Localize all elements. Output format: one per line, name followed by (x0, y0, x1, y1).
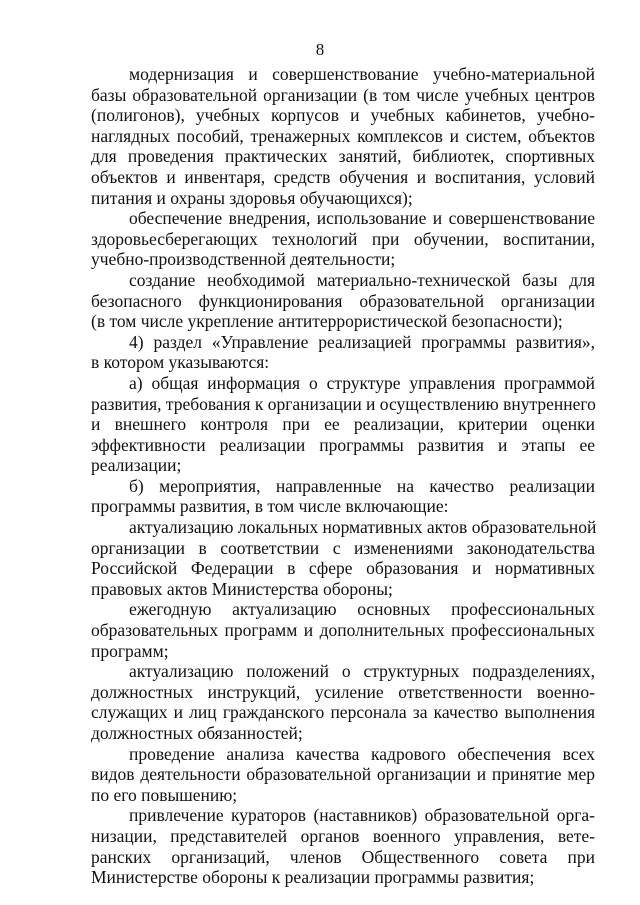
text-line: создание необходимой материально-технической базы для (129, 269, 595, 290)
paragraph (91, 332, 595, 373)
paragraph (91, 599, 595, 661)
text-line: правовых актов Министерства обороны; (91, 578, 393, 599)
text-line: ежегодную актуализацию основных профессиональных (129, 599, 595, 620)
text-line: и внешнего контроля при ее реализации, критерии оценки (91, 414, 595, 435)
text-line: видов деятельности образовательной организации и принятие мер (91, 764, 595, 785)
paragraph (91, 270, 595, 332)
paragraph (91, 64, 595, 208)
text-line: модернизация и совершенствование учебно-материальной (129, 64, 595, 84)
text-line: а) общая информация о структуре управления программой (129, 372, 595, 393)
paragraph (91, 208, 595, 270)
text-line: организации в соответствии с изменениями законодательства (91, 537, 595, 558)
page-number: 8 (315, 40, 325, 59)
text-line: развития, требования к организации и осуществлению внутреннего (91, 393, 596, 414)
text-line: ранских организаций, членов Общественного совета при (91, 846, 595, 867)
text-line: здоровьесберегающих технологий при обучении, воспитании, (91, 228, 595, 249)
text-line: наглядных пособий, тренажерных комплексов и систем, объектов (91, 125, 595, 146)
paragraph (91, 661, 595, 743)
text-line: эффективности реализации программы развития и этапы ее (91, 434, 595, 455)
text-line: низации, представителей органов военного управления, вете- (91, 825, 595, 846)
paragraph (91, 744, 595, 806)
text-line: должностных инструкций, усиление ответственности военно- (91, 681, 595, 702)
document-body (91, 64, 595, 888)
text-line: объектов и инвентаря, средств обучения и воспитания, условий (91, 166, 595, 187)
text-line: обеспечение внедрения, использование и совершенствование (129, 208, 595, 229)
text-line: в котором указываются: (91, 352, 270, 373)
text-line: по его повышению; (91, 784, 238, 805)
text-line: актуализацию локальных нормативных актов образовательной (129, 517, 597, 538)
text-line: питания и охраны здоровья обучающихся); (91, 187, 413, 208)
text-line: образовательных программ и дополнительных профессиональных (91, 620, 595, 641)
paragraph (91, 805, 595, 887)
text-line: программы развития, в том числе включающие: (91, 496, 449, 517)
text-line: актуализацию положений о структурных подразделениях, (129, 661, 595, 682)
paragraph (91, 373, 595, 476)
text-line: безопасного функционирования образовательной организации (91, 290, 595, 311)
text-line: базы образовательной организации (в том числе учебных центров (91, 84, 595, 105)
text-line: учебно-производственной деятельности; (91, 249, 396, 270)
text-line: 4) раздел «Управление реализацией программы развития», (129, 331, 595, 352)
text-line: служащих и лиц гражданского персонала за качество выполнения (91, 702, 595, 723)
text-line: (в том числе укрепление антитеррористической безопасности); (91, 311, 563, 332)
text-line: реализации; (91, 455, 182, 476)
text-line: привлечение кураторов (наставников) образовательной орга- (129, 805, 595, 826)
text-line: Российской Федерации в сфере образования и нормативных (91, 558, 595, 579)
text-line: должностных обязанностей; (91, 723, 303, 743)
text-line: Министерстве обороны к реализации программы развития; (91, 867, 535, 888)
text-line: (полигонов), учебных корпусов и учебных кабинетов, учебно- (91, 105, 595, 126)
text-line: для проведения практических занятий, библиотек, спортивных (91, 146, 595, 167)
text-line: проведение анализа качества кадрового обеспечения всех (129, 743, 595, 764)
text-line: б) мероприятия, направленные на качество реализации (129, 475, 595, 496)
text-line: программ; (91, 640, 169, 661)
paragraph (91, 476, 595, 517)
paragraph (91, 517, 595, 599)
